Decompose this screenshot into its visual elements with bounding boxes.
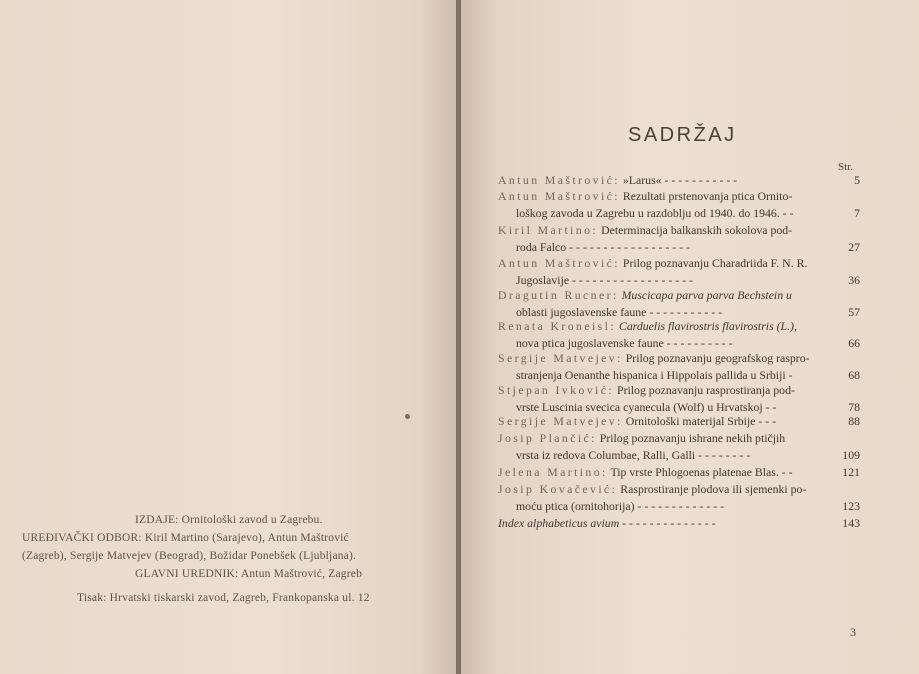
ink-spot [405,414,410,419]
toc-entry[interactable]: Stjepan Ivković: Prilog poznavanju rasprostiranja pod- vrste Luscinia svecica cyanecula (Wolf) u Hrvatskoj - - 78 [498,383,860,414]
toc-entry[interactable]: Antun Maštrović: Rezultati prstenovanja ptica Ornito- loškog zavoda u Zagrebu u razdoblju od 1940. do 1946. - - 7 [498,189,860,220]
toc-entry[interactable]: Antun Maštrović: Prilog poznavanju Charadriida F. N. R. Jugoslavije - - - - - - - - - - - - - - - - - - 36 [498,256,860,287]
toc-entry[interactable]: Sergije Matvejev: Ornitološki materijal Srbije - - - 88 [498,414,860,428]
toc-entry[interactable]: Antun Maštrović: »Larus« - - - - - - - - - - - 5 [498,173,860,187]
page-column-label: Str. [838,161,853,173]
toc-title: SADRŽAJ [628,124,737,146]
imprint-printer: Tisak: Hrvatski tiskarski zavod, Zagreb, Frankopanska ul. 12 [77,592,370,604]
imprint-publisher: IZDAJE: Ornitološki zavod u Zagrebu. [135,514,323,526]
toc-entry[interactable]: Renata Kroneisl: Carduelis flavirostris flavirostris (L.), nova ptica jugoslavenske faune - - - - - - - - - - 66 [498,319,860,350]
imprint-editorial-board: UREĐIVAČKI ODBOR: Kiril Martino (Sarajevo), Antun Maštrović [22,532,349,544]
page-number: 3 [850,625,856,639]
imprint-chief-editor: GLAVNI UREDNIK: Antun Maštrović, Zagreb [135,568,363,580]
imprint-editorial-board-cont: (Zagreb), Sergije Matvejev (Beograd), Božidar Ponebšek (Ljubljana). [22,550,357,562]
toc-entry[interactable]: Josip Plančić: Prilog poznavanju ishrane nekih ptičjih vrsta iz redova Columbae, Ralli, Galli - - - - - - - - 109 [498,431,860,462]
toc-entry[interactable]: Jelena Martino: Tip vrste Phlogoenas platenae Blas. - - 121 [498,465,860,479]
toc-entry[interactable]: Dragutin Rucner: Muscicapa parva parva Bechstein u oblasti jugoslavenske faune - - - - - - - - - - - 57 [498,288,860,319]
toc-entry[interactable]: Kiril Martino: Determinacija balkanskih sokolova pod- roda Falco - - - - - - - - - - - - - - - - - - 27 [498,223,860,254]
toc-entry[interactable]: Index alphabeticus avium - - - - - - - - - - - - - - 143 [498,516,860,530]
toc-entry[interactable]: Josip Kovačević: Rasprostiranje plodova ili sjemenki po- moću ptica (ornitohorija) - - - - - - - - - - - - - 123 [498,482,860,513]
toc-entry[interactable]: Sergije Matvejev: Prilog poznavanju geografskog raspro- stranjenja Oenanthe hispanica i Hippolais pallida u Srbiji - 68 [498,351,860,382]
